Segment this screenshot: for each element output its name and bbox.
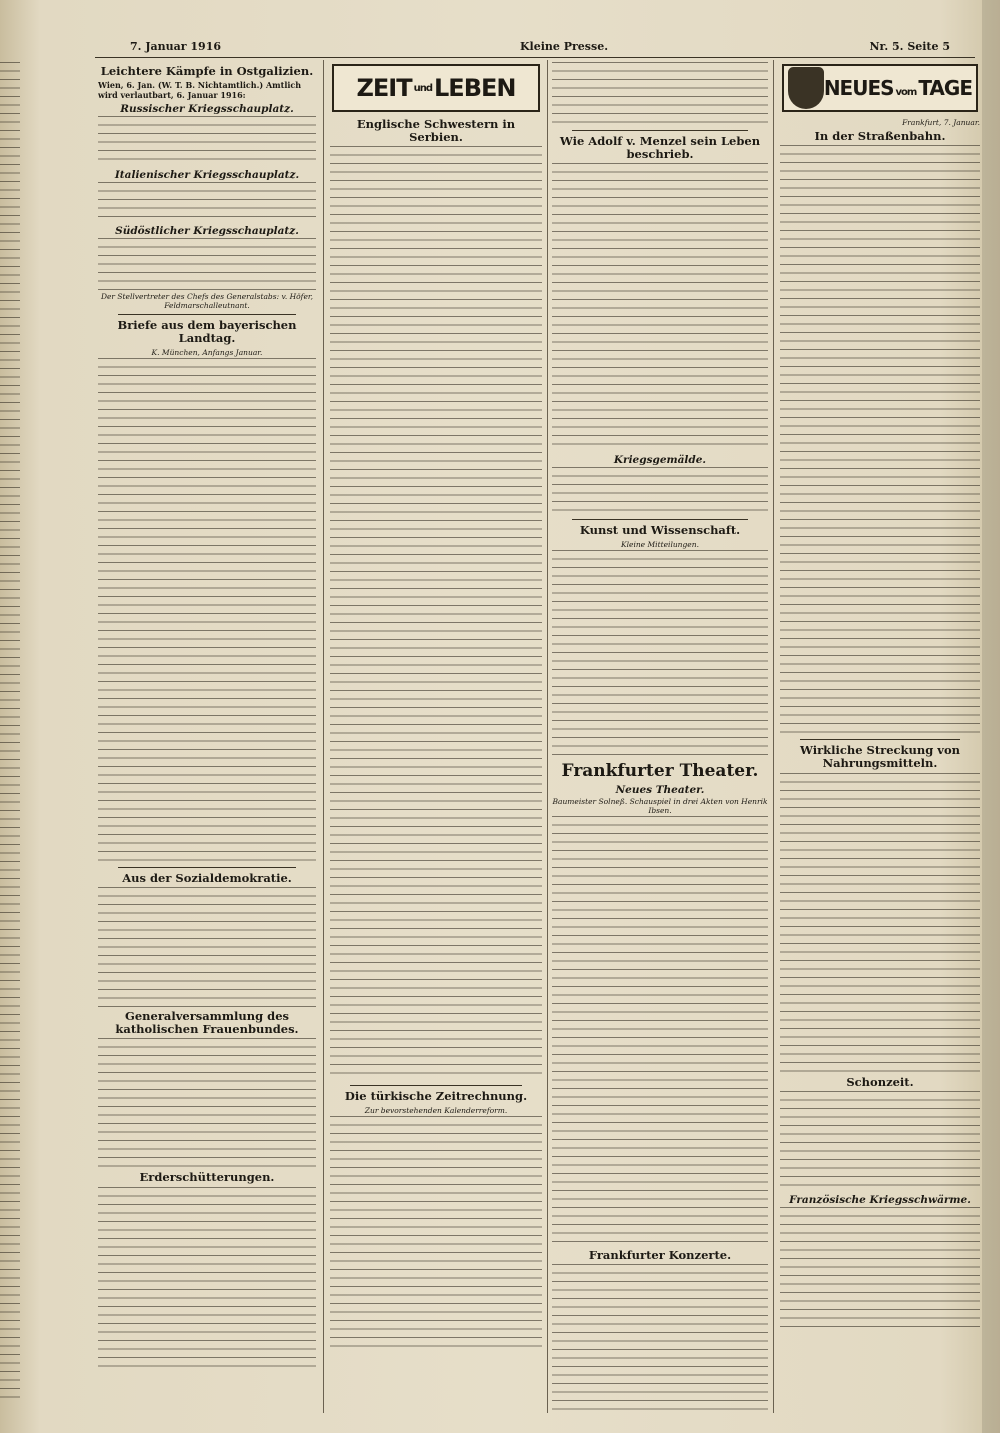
- article-subtitle: Kleine Mitteilungen.: [621, 539, 699, 549]
- page-edge-shadow: [982, 0, 1000, 1433]
- article-headline: In der Straßenbahn.: [814, 129, 946, 143]
- column-divider: [773, 60, 774, 1413]
- article-headline: Wirkliche Streckung von Nahrungsmitteln.: [800, 743, 960, 771]
- header-date: 7. Januar 1916: [130, 40, 222, 53]
- article-headline: Briefe aus dem bayerischen Landtag.: [117, 318, 297, 346]
- header-page-number: Nr. 5. Seite 5: [869, 40, 950, 53]
- column-divider: [323, 60, 324, 1413]
- article-headline: Frankfurter Theater.: [561, 760, 759, 781]
- section-masthead-zeit-und-leben: ZEIT und LEBEN: [332, 64, 540, 112]
- article-headline: Frankfurter Konzerte.: [588, 1247, 732, 1262]
- article-lead: Wien, 6. Jan. (W. T. B. Nichtamtlich.) Amtlich wird verlautbart, 6. Januar 1916:: [98, 80, 302, 101]
- article-headline: Wie Adolf v. Menzel sein Leben beschrieb.: [559, 134, 761, 162]
- separator: [118, 867, 296, 868]
- section-heading: Russischer Kriegsschauplatz.: [120, 103, 294, 116]
- column-3: [552, 62, 768, 1412]
- section-heading: Kriegsgemälde.: [613, 454, 707, 467]
- column-4: [780, 62, 980, 1412]
- separator: [572, 519, 748, 520]
- section-heading: Neues Theater.: [615, 783, 705, 796]
- signature: Der Stellvertreter des Chefs des Generalstabs: v. Höfer, Feldmarschalleutnant.: [100, 292, 314, 311]
- article-subtitle: Zur bevorstehenden Kalenderreform.: [364, 1105, 508, 1115]
- separator: [350, 1085, 522, 1086]
- separator: [118, 314, 296, 315]
- article-headline: Die türkische Zeitrechnung.: [344, 1089, 528, 1104]
- page-header: [100, 36, 980, 52]
- dateline: K. München, Anfangs Januar.: [151, 347, 263, 357]
- section-heading: Südöstlicher Kriegsschauplatz.: [115, 225, 299, 238]
- header-rule: [95, 57, 975, 58]
- article-headline: Aus der Sozialdemokratie.: [122, 870, 292, 885]
- column-1: [98, 62, 316, 1412]
- section-masthead-neues-vom-tage: NEUES vom TAGE: [782, 64, 978, 112]
- eagle-emblem-icon: [788, 67, 824, 109]
- column-divider: [547, 60, 548, 1413]
- article-headline: Generalversammlung des katholischen Frauenbundes.: [115, 1008, 299, 1037]
- article-headline: Leichtere Kämpfe in Ostgalizien.: [100, 64, 314, 78]
- section-heading: Französische Kriegsschwärme.: [789, 1193, 971, 1206]
- separator: [800, 739, 960, 740]
- dateline: Frankfurt, 7. Januar.: [902, 118, 980, 127]
- article-headline: Erderschütterungen.: [139, 1170, 275, 1185]
- column-2: [330, 62, 542, 1412]
- article-headline: Schonzeit.: [846, 1074, 914, 1089]
- article-headline: Englische Schwestern in Serbien.: [356, 117, 516, 145]
- cropped-left-column: [0, 62, 20, 1412]
- section-heading: Italienischer Kriegsschauplatz.: [114, 169, 300, 182]
- separator: [572, 130, 748, 131]
- article-headline: Kunst und Wissenschaft.: [579, 523, 741, 538]
- header-paper-name: Kleine Presse.: [520, 40, 609, 53]
- article-subtitle: Baumeister Solneß. Schauspiel in drei Akten von Henrik Ibsen.: [552, 796, 768, 815]
